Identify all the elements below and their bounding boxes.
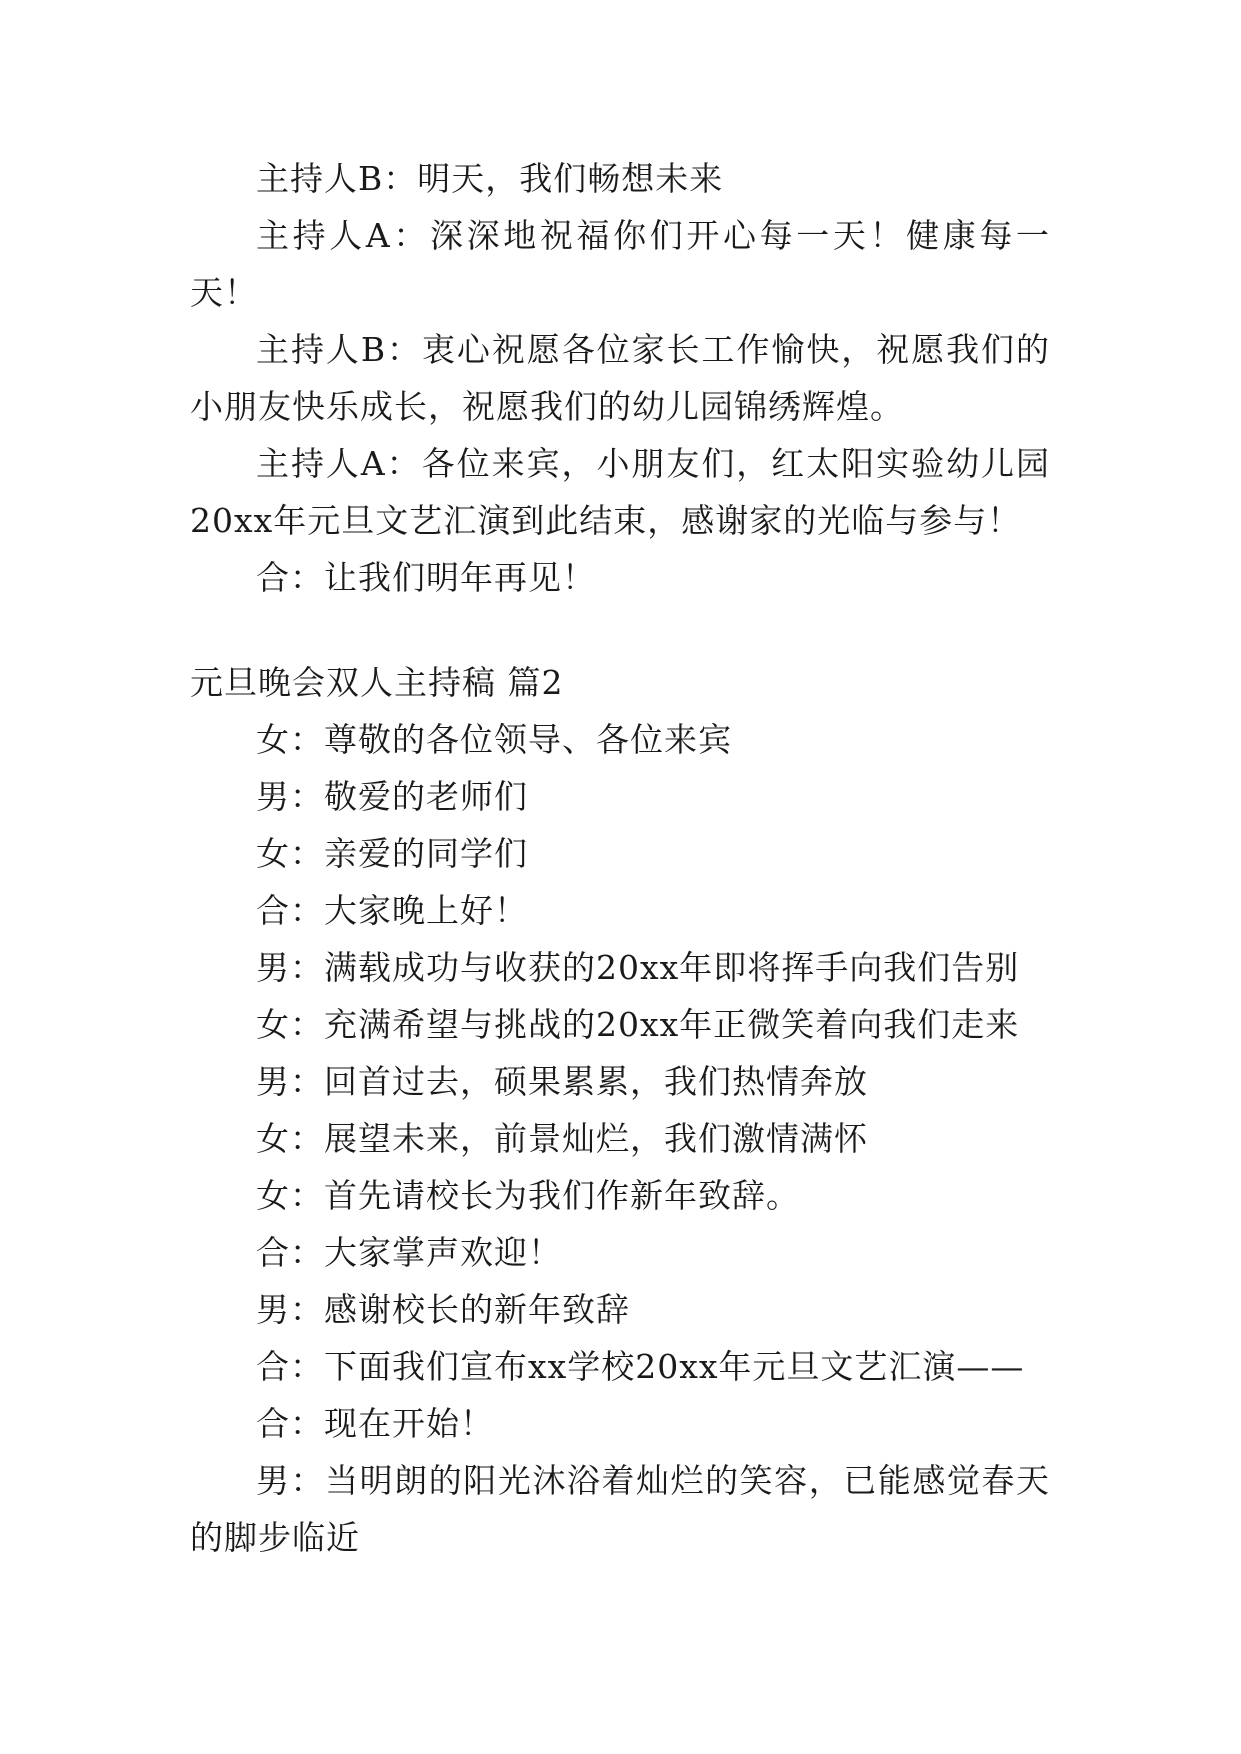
dialogue-line: 女：尊敬的各位领导、各位来宾 <box>256 720 732 759</box>
dialogue-line: 男：敬爱的老师们 <box>256 777 528 816</box>
dialogue-line: 男：感谢校长的新年致辞 <box>256 1290 630 1329</box>
dialogue-line: 主持人B：明天，我们畅想未来 <box>256 159 724 198</box>
dialogue-line: 女：展望未来，前景灿烂，我们激情满怀 <box>256 1119 868 1158</box>
document-body <box>190 150 1050 1566</box>
dialogue-line: 合：大家掌声欢迎！ <box>256 1233 562 1272</box>
dialogue-line: 男：当明朗的阳光沐浴着灿烂的笑容，已能感觉春天的脚步临近 <box>190 1461 1050 1557</box>
dialogue-line: 男：回首过去，硕果累累，我们热情奔放 <box>256 1062 868 1101</box>
dialogue-line: 合：下面我们宣布xx学校20xx年元旦文艺汇演—— <box>256 1347 1025 1386</box>
dialogue-line: 男：满载成功与收获的20xx年即将挥手向我们告别 <box>256 948 1020 987</box>
dialogue-line: 女：亲爱的同学们 <box>256 834 528 873</box>
dialogue-line: 女：首先请校长为我们作新年致辞。 <box>256 1176 800 1215</box>
dialogue-line: 主持人B：衷心祝愿各位家长工作愉快，祝愿我们的小朋友快乐成长，祝愿我们的幼儿园锦绣辉煌。 <box>190 330 1050 426</box>
dialogue-line: 合：大家晚上好！ <box>256 891 528 930</box>
dialogue-line: 合：现在开始！ <box>256 1404 494 1443</box>
dialogue-line: 主持人A：深深地祝福你们开心每一天！健康每一天！ <box>190 216 1050 312</box>
dialogue-line: 合：让我们明年再见！ <box>256 558 596 597</box>
dialogue-line: 主持人A：各位来宾，小朋友们，红太阳实验幼儿园20xx年元旦文艺汇演到此结束，感谢家的光临与参与！ <box>190 444 1050 540</box>
dialogue-line: 女：充满希望与挑战的20xx年正微笑着向我们走来 <box>256 1005 1020 1044</box>
section-heading: 元旦晚会双人主持稿 篇2 <box>190 663 564 702</box>
